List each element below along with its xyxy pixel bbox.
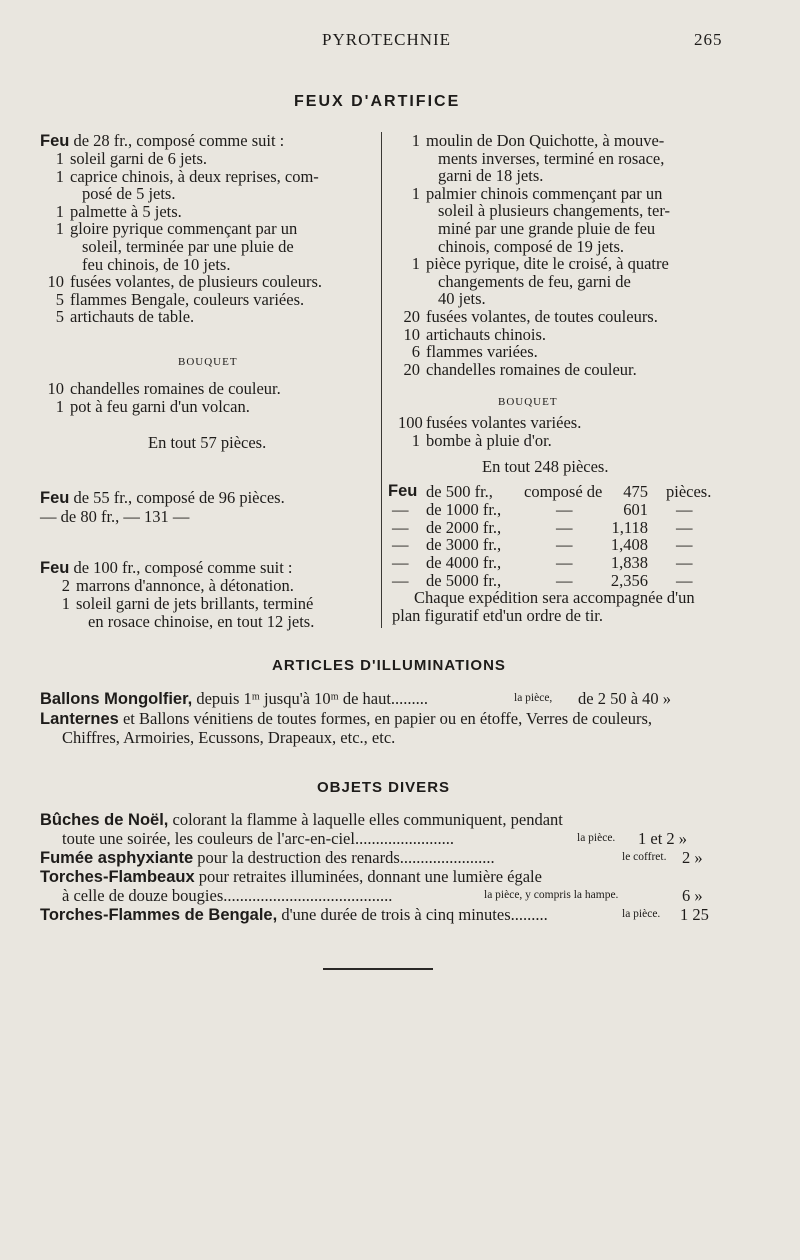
bouquet-label-right: BOUQUET xyxy=(498,396,558,408)
item-quantity: 1 xyxy=(55,166,64,186)
item-quantity: 20 xyxy=(403,307,420,326)
buches-label: Bûches de Noël, xyxy=(40,811,169,829)
list-item xyxy=(42,238,294,256)
price-cell-unit: — xyxy=(676,535,693,555)
price-cell-count: 601 xyxy=(623,499,648,519)
list-item xyxy=(48,577,294,595)
item-text: soleil, terminée par une pluie de xyxy=(82,237,294,256)
item-text: chinois, composé de 19 jets. xyxy=(438,236,625,256)
illum-line-1 xyxy=(40,689,428,709)
list-item xyxy=(42,168,319,186)
torches-bengale-price: 1 25 xyxy=(680,905,709,924)
item-quantity: 100 xyxy=(398,413,423,432)
price-cell-price: de 2000 fr., xyxy=(426,517,502,537)
illum-line-3: Chiffres, Armoiries, Ecussons, Drapeaux, etc., etc. xyxy=(62,728,396,747)
torches-flambeaux-label: Torches-Flambeaux xyxy=(40,868,195,886)
item-quantity: 1 xyxy=(61,594,70,613)
item-quantity: 2 xyxy=(61,576,70,595)
divers-row-6 xyxy=(40,905,548,925)
list-item xyxy=(398,185,662,203)
note-line-1: Chaque expédition sera accompagnée d'un xyxy=(414,588,695,607)
list-item xyxy=(48,613,314,631)
item-text: chandelles romaines de couleur. xyxy=(70,379,281,398)
feu28-heading xyxy=(40,132,284,151)
divers-row-2: toute une soirée, les couleurs de l'arc-en-ciel........................ xyxy=(62,829,454,848)
item-text: changements de feu, garni de xyxy=(438,271,631,291)
page-number: 265 xyxy=(694,30,723,49)
lanternes-label: Lanternes xyxy=(40,710,119,728)
divers-row-3 xyxy=(40,848,495,868)
item-text: flammes variées. xyxy=(426,342,538,362)
feu55-text: de 55 fr., composé de 96 pièces. xyxy=(73,488,285,507)
item-text: soleil à plusieurs changements, ter- xyxy=(438,201,670,221)
price-cell-prefix: — xyxy=(392,553,409,573)
column-divider xyxy=(381,132,382,628)
feu100-rest: de 100 fr., composé comme suit : xyxy=(73,558,293,577)
item-quantity: 1 xyxy=(411,431,420,450)
item-quantity: 1 xyxy=(55,397,64,416)
price-cell-mid: — xyxy=(556,571,573,590)
price-cell-price: de 500 fr., xyxy=(426,482,493,501)
list-item xyxy=(398,132,664,150)
total-right: En tout 248 pièces. xyxy=(482,457,609,476)
right-column xyxy=(388,131,766,632)
item-text: gloire pyrique commençant par un xyxy=(70,219,298,239)
list-item xyxy=(398,326,546,344)
feu100-heading xyxy=(40,559,293,578)
torches-flambeaux-text: pour retraites illuminées, donnant une lumière égale xyxy=(198,867,542,886)
list-item xyxy=(42,273,322,291)
list-item xyxy=(398,220,655,238)
left-column xyxy=(40,132,376,632)
list-item xyxy=(42,150,207,168)
item-text: en rosace chinoise, en tout 12 jets. xyxy=(88,612,315,631)
item-quantity: 10 xyxy=(47,272,64,292)
feu28-lead: Feu xyxy=(40,132,70,150)
item-text: chandelles romaines de couleur. xyxy=(426,359,637,379)
item-text: moulin de Don Quichotte, à mouve- xyxy=(426,131,665,150)
feu55-lead: Feu xyxy=(40,489,70,507)
price-cell-count: 1,838 xyxy=(610,553,648,573)
item-text: 40 jets. xyxy=(438,289,486,309)
price-cell-prefix: — xyxy=(392,499,409,519)
price-cell-mid: — xyxy=(556,553,573,573)
item-text: pièce pyrique, dite le croisé, à quatre xyxy=(426,254,669,274)
list-item xyxy=(398,273,631,291)
list-item xyxy=(398,414,581,432)
item-text: fusées volantes, de toutes couleurs. xyxy=(426,307,658,326)
list-item xyxy=(42,380,281,398)
note-line-2: plan figuratif etd'un ordre de tir. xyxy=(392,606,603,625)
section-title-illuminations: ARTICLES D'ILLUMINATIONS xyxy=(272,657,506,674)
buches-text: colorant la flamme à laquelle elles communiquent, pendant xyxy=(172,810,563,829)
fumee-text: pour la destruction des renards....................... xyxy=(197,848,495,867)
list-item xyxy=(42,398,250,416)
fumee-label: Fumée asphyxiante xyxy=(40,849,194,867)
illum-price: de 2 50 à 40 » xyxy=(578,689,672,708)
running-title: PYROTECHNIE xyxy=(322,30,452,49)
torches-bengale-unit: la pièce. xyxy=(622,908,661,920)
list-item xyxy=(398,202,670,220)
item-text: ments inverses, terminé en rosace, xyxy=(438,148,665,168)
ballons-label: Ballons Mongolfier, xyxy=(40,690,193,708)
section-title-divers: OBJETS DIVERS xyxy=(317,779,451,796)
price-cell-count: 2,356 xyxy=(610,571,648,590)
list-item xyxy=(398,290,486,308)
bouquet-label-left: BOUQUET xyxy=(178,356,238,368)
torches-bengale-label: Torches-Flammes de Bengale, xyxy=(40,906,278,924)
list-item xyxy=(398,238,624,256)
item-quantity: 1 xyxy=(55,149,64,168)
list-item xyxy=(398,167,543,185)
list-item xyxy=(398,150,664,168)
item-text: marrons d'annonce, à détonation. xyxy=(76,576,294,595)
price-cell-prefix: Feu xyxy=(388,482,418,500)
price-cell-count: 475 xyxy=(623,482,648,501)
list-item xyxy=(42,256,230,274)
illum-unit: la pièce, xyxy=(514,692,553,704)
divers-row-4 xyxy=(40,867,542,887)
torches-flambeaux-price: 6 » xyxy=(682,886,703,905)
item-text: palmier chinois commençant par un xyxy=(426,183,663,203)
fumee-price: 2 » xyxy=(682,848,703,867)
item-text: artichauts chinois. xyxy=(426,324,547,344)
closing-rule xyxy=(323,968,433,970)
illum-line-2 xyxy=(40,709,652,729)
list-item xyxy=(42,308,194,326)
price-cell-mid: composé de xyxy=(524,482,603,501)
item-text: artichauts de table. xyxy=(70,307,195,327)
list-item xyxy=(42,203,182,221)
list-item xyxy=(398,308,658,326)
feu100-lead: Feu xyxy=(40,559,70,577)
buches-price: 1 et 2 » xyxy=(638,829,688,848)
section-title-feux: FEUX D'ARTIFICE xyxy=(294,93,461,110)
total-left: En tout 57 pièces. xyxy=(148,433,267,452)
price-cell-unit: — xyxy=(676,499,693,519)
item-text: fusées volantes, de plusieurs couleurs. xyxy=(70,272,323,292)
price-cell-unit: — xyxy=(676,517,693,537)
list-item xyxy=(42,291,304,309)
item-quantity: 1 xyxy=(55,219,64,239)
lanternes-text: et Ballons vénitiens de toutes formes, en papier ou en étoffe, Verres de couleurs, xyxy=(122,709,653,728)
item-quantity: 6 xyxy=(411,342,420,362)
item-text: pot à feu garni d'un volcan. xyxy=(70,397,250,416)
item-text: miné par une grande pluie de feu xyxy=(438,219,656,238)
list-item xyxy=(398,343,538,361)
torches-bengale-text: d'une durée de trois à cinq minutes......... xyxy=(281,905,548,924)
list-item xyxy=(398,432,552,450)
price-cell-count: 1,408 xyxy=(610,535,648,555)
item-quantity: 10 xyxy=(403,324,420,344)
list-item xyxy=(398,361,637,379)
price-cell-count: 1,118 xyxy=(611,517,648,537)
item-text: palmette à 5 jets. xyxy=(70,201,182,221)
item-quantity: 1 xyxy=(55,201,64,221)
ballons-text: depuis 1ᵐ jusqu'à 10ᵐ de haut......... xyxy=(196,689,429,708)
list-item xyxy=(42,185,175,203)
fumee-unit: le coffret. xyxy=(622,851,667,863)
item-text: feu chinois, de 10 jets. xyxy=(82,254,231,274)
item-quantity: 1 xyxy=(411,254,420,274)
feu55-line xyxy=(40,489,285,508)
price-cell-price: de 3000 fr., xyxy=(426,535,502,555)
divers-row-1 xyxy=(40,810,563,830)
price-cell-unit: — xyxy=(676,553,693,573)
price-cell-prefix: — xyxy=(392,535,409,555)
item-quantity: 10 xyxy=(47,379,64,398)
feu80-line: — de 80 fr., — 131 — xyxy=(40,507,190,526)
price-cell-unit: pièces. xyxy=(666,482,712,501)
item-text: caprice chinois, à deux reprises, com- xyxy=(70,166,319,186)
item-quantity: 1 xyxy=(411,131,420,150)
item-text: soleil garni de jets brillants, terminé xyxy=(76,594,314,613)
item-text: fusées volantes variées. xyxy=(426,413,582,432)
item-quantity: 20 xyxy=(403,359,420,379)
feu28-rest: de 28 fr., composé comme suit : xyxy=(73,131,285,150)
torches-flambeaux-unit: la pièce, y compris la hampe. xyxy=(484,889,619,901)
item-text: soleil garni de 6 jets. xyxy=(70,149,208,168)
price-cell-mid: — xyxy=(556,535,573,555)
list-item xyxy=(398,255,669,273)
item-text: flammes Bengale, couleurs variées. xyxy=(70,289,305,309)
item-quantity: 5 xyxy=(55,307,64,327)
price-cell-price: de 4000 fr., xyxy=(426,553,502,573)
item-text: garni de 18 jets. xyxy=(438,166,544,186)
price-cell-mid: — xyxy=(556,499,573,519)
price-cell-price: de 5000 fr., xyxy=(426,571,502,590)
price-cell-price: de 1000 fr., xyxy=(426,499,502,519)
item-text: bombe à pluie d'or. xyxy=(426,431,552,450)
price-cell-unit: — xyxy=(676,571,693,590)
item-quantity: 1 xyxy=(411,183,420,203)
price-cell-prefix: — xyxy=(392,517,409,537)
buches-unit: la pièce. xyxy=(577,832,616,844)
list-item xyxy=(48,595,313,613)
item-quantity: 5 xyxy=(55,289,64,309)
list-item xyxy=(42,220,297,238)
price-cell-mid: — xyxy=(556,517,573,537)
item-text: posé de 5 jets. xyxy=(82,184,176,204)
price-cell-prefix: — xyxy=(392,571,409,590)
divers-row-5: à celle de douze bougies......................................... xyxy=(62,886,393,905)
